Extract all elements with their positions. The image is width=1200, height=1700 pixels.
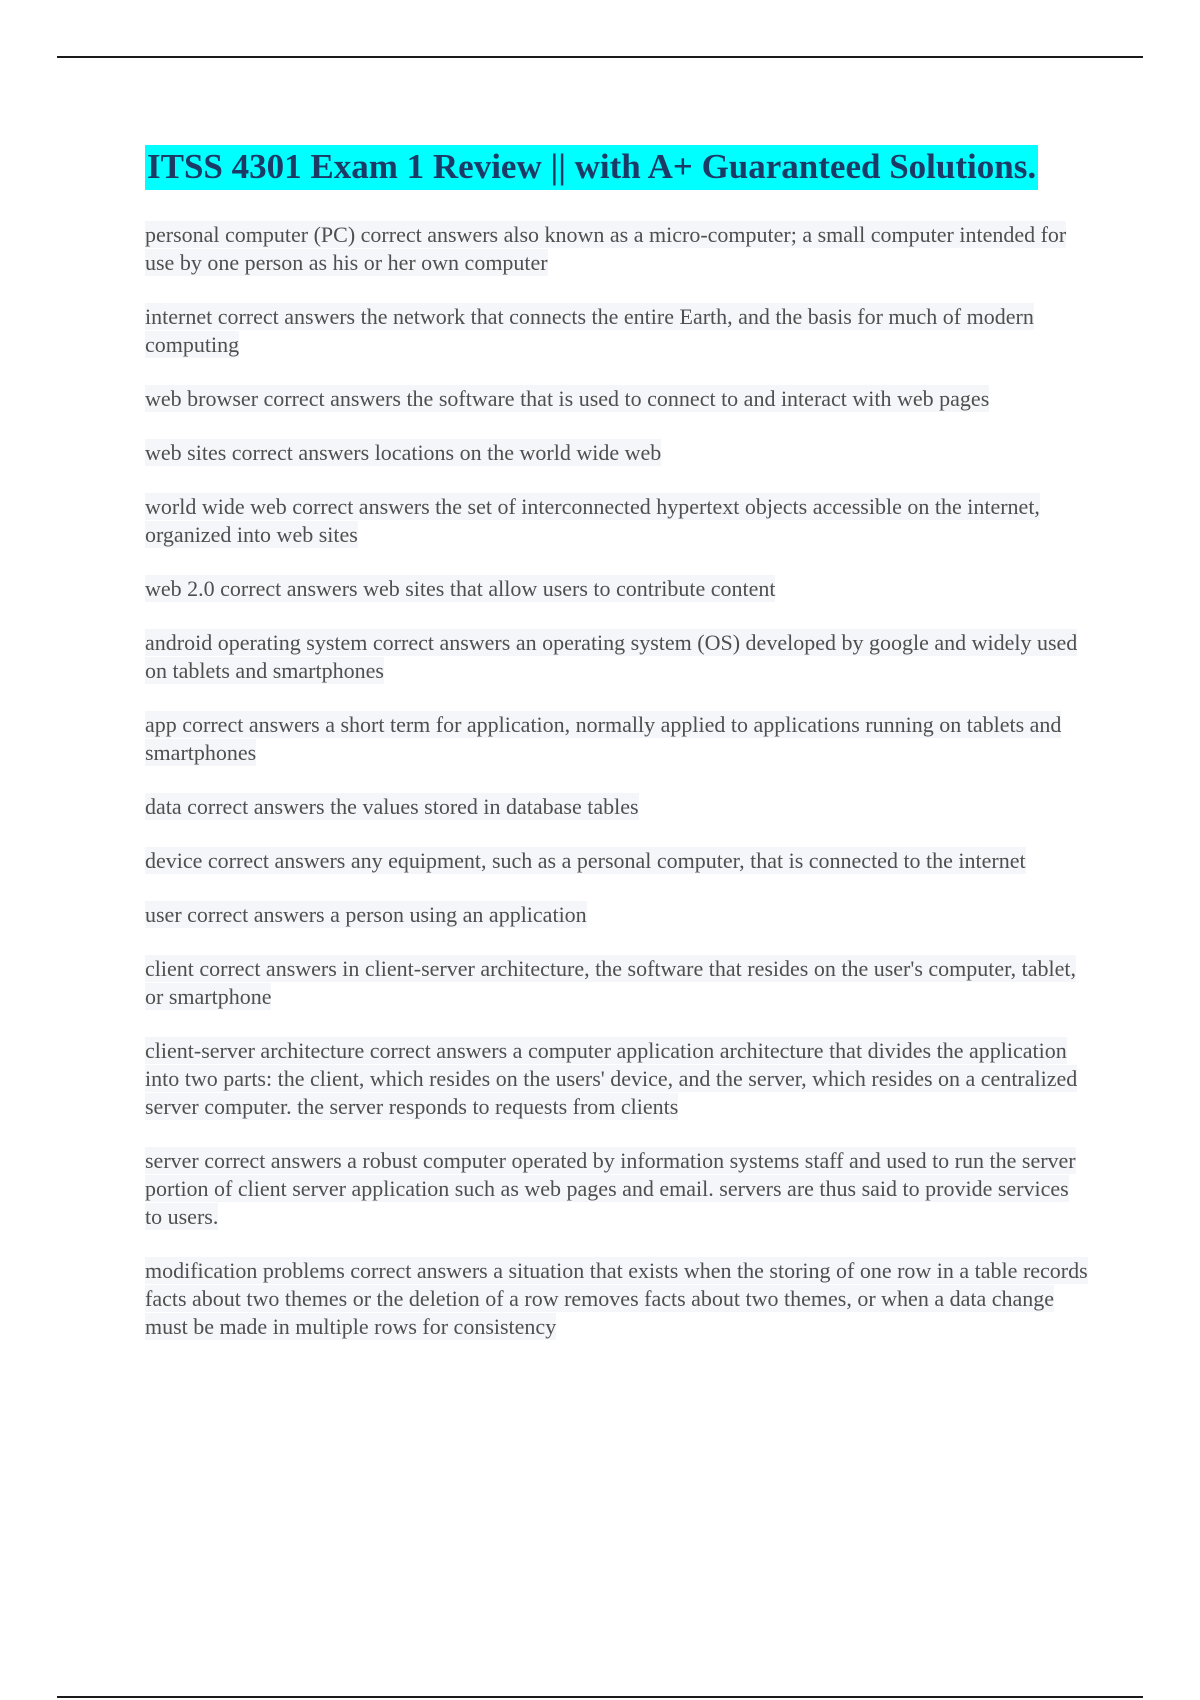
definition-entry	[145, 793, 1090, 821]
definition-text: user correct answers a person using an application	[145, 902, 587, 927]
definition-text: client correct answers in client-server architecture, the software that resides on the user's computer, tablet, or smartphone	[145, 956, 1076, 1009]
definition-text: internet correct answers the network that connects the entire Earth, and the basis for much of modern computing	[145, 304, 1034, 357]
definition-text: modification problems correct answers a situation that exists when the storing of one row in a table records facts about two themes or the deletion of a row removes facts about two themes, or when a data change must be made in multiple rows for consistency	[145, 1258, 1088, 1339]
definition-text: web sites correct answers locations on the world wide web	[145, 440, 662, 465]
definition-text: data correct answers the values stored in database tables	[145, 794, 639, 819]
definition-text: world wide web correct answers the set of interconnected hypertext objects accessible on the internet, organized into web sites	[145, 494, 1040, 547]
definition-text: web browser correct answers the software that is used to connect to and interact with web pages	[145, 386, 990, 411]
definition-entry	[145, 385, 1090, 413]
definition-text: web 2.0 correct answers web sites that allow users to contribute content	[145, 576, 776, 601]
definition-text: device correct answers any equipment, such as a personal computer, that is connected to the internet	[145, 848, 1026, 873]
definition-text: android operating system correct answers an operating system (OS) developed by google and widely used on tablets and smartphones	[145, 630, 1078, 683]
definition-text: personal computer (PC) correct answers also known as a micro-computer; a small computer intended for use by one person as his or her own computer	[145, 222, 1067, 275]
definition-entry	[145, 711, 1090, 767]
definition-entry	[145, 1037, 1090, 1121]
definition-text: client-server architecture correct answers a computer application architecture that divides the application into two parts: the client, which resides on the users' device, and the server, which resides on a centralized server computer. the server responds to requests from clients	[145, 1038, 1078, 1119]
definition-text: server correct answers a robust computer operated by information systems staff and used to run the server portion of client server application such as web pages and email. servers are thus said to provide services to users.	[145, 1148, 1076, 1229]
definition-entry	[145, 1147, 1090, 1231]
definition-entry	[145, 303, 1090, 359]
title-row	[145, 144, 1090, 197]
definition-entry	[145, 1257, 1090, 1341]
definition-entry	[145, 847, 1090, 875]
definition-entry	[145, 901, 1090, 929]
definition-entry	[145, 493, 1090, 549]
definition-text: app correct answers a short term for application, normally applied to applications running on tablets and smartphones	[145, 712, 1062, 765]
bottom-rule	[57, 1696, 1143, 1698]
definition-entry	[145, 629, 1090, 685]
definition-entry	[145, 955, 1090, 1011]
definition-entry	[145, 221, 1090, 277]
document-body	[145, 144, 1090, 1367]
document-title: ITSS 4301 Exam 1 Review || with A+ Guaranteed Solutions.	[145, 145, 1038, 190]
definition-entry	[145, 439, 1090, 467]
definition-entry	[145, 575, 1090, 603]
top-rule	[57, 56, 1143, 58]
